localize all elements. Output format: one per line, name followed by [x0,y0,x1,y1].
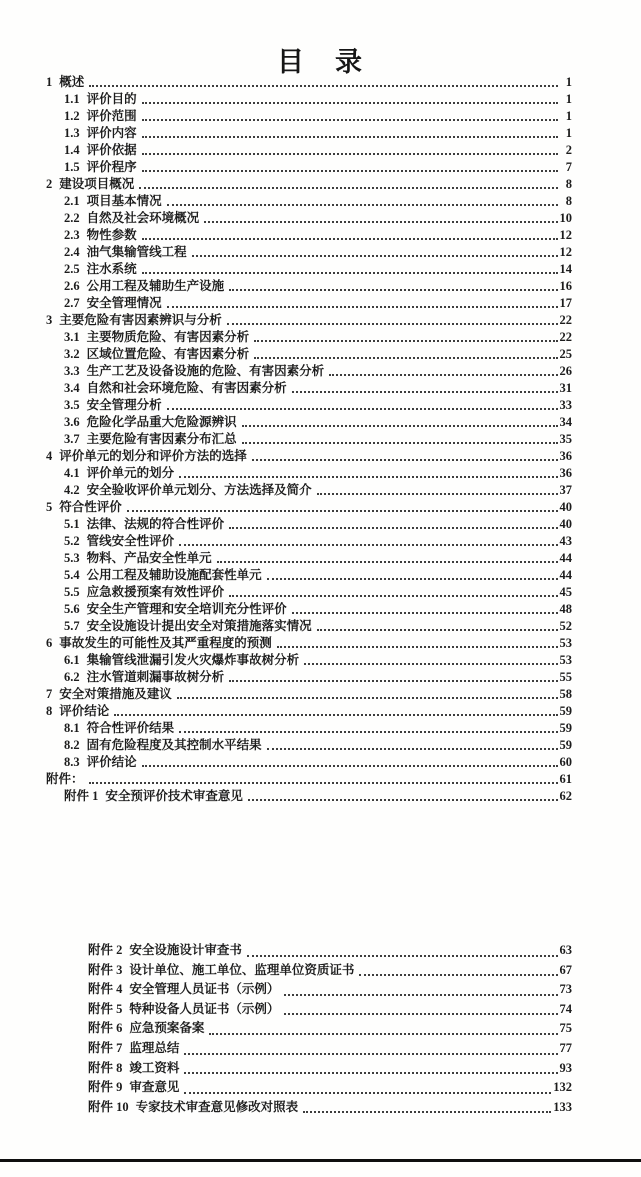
toc-entry [46,601,572,618]
entry-page-number: 1 [565,126,572,140]
entry-title: 油气集输管线工程 [86,245,187,259]
entry-number: 5 [46,500,53,514]
dot-leader [284,994,557,996]
entry-number: 5.4 [64,568,80,582]
entry-title: 评价目的 [86,92,137,106]
entry-number: 1.1 [64,92,80,106]
entry-page-number: 40 [559,500,572,514]
entry-title: 法律、法规的符合性评价 [86,517,225,531]
entry-page-number: 12 [559,228,572,242]
toc-entry [46,142,572,159]
toc-list-main [46,74,572,805]
entry-page-number: 132 [553,1080,572,1095]
entry-title: 概述 [59,75,85,89]
entry-number: 附件 3 [88,962,123,977]
entry-page-number: 61 [559,772,572,786]
entry-page-number: 55 [559,670,572,684]
dot-leader [359,974,557,976]
entry-title: 评价结论 [59,704,110,718]
entry-number: 2.6 [64,279,80,293]
toc-entry [46,941,572,961]
dot-leader [167,408,558,410]
dot-leader [142,102,558,104]
entry-number: 附件 10 [88,1099,129,1114]
entry-number: 6.1 [64,653,80,667]
toc-entry [46,584,572,601]
toc-entry [46,1098,572,1118]
entry-number: 5.1 [64,517,80,531]
entry-title: 建设项目概况 [59,177,135,191]
entry-page-number: 17 [559,296,572,310]
entry-page-number: 22 [559,330,572,344]
toc-list-appendix [46,941,572,1117]
dot-leader [217,561,558,563]
entry-page-number: 7 [565,160,572,174]
entry-page-number: 53 [559,653,572,667]
toc-entry [46,771,572,788]
dot-leader [204,221,557,223]
toc-entry [46,550,572,567]
entry-title: 评价单元的划分和评价方法的选择 [59,449,247,463]
entry-page-number: 48 [559,602,572,616]
entry-number: 3.3 [64,364,80,378]
dot-leader [89,782,558,784]
entry-page-number: 37 [559,483,572,497]
entry-number: 附件 2 [88,943,123,957]
entry-title: 符合性评价结果 [86,721,175,735]
entry-title: 集输管线泄漏引发火灾爆炸事故树分析 [86,653,300,667]
entry-number: 8.1 [64,721,80,735]
entry-title: 审查意见 [129,1080,180,1095]
entry-number: 2.2 [64,211,80,225]
entry-title: 评价结论 [86,755,137,769]
page-bottom-edge [0,1159,641,1162]
entry-page-number: 74 [559,1001,572,1016]
dot-leader [184,1053,557,1055]
entry-title: 安全验收评价单元划分、方法选择及简介 [86,483,312,497]
dot-leader [167,306,558,308]
dot-leader [304,663,557,665]
toc-entry [46,737,572,754]
entry-title: 安全设施设计审查书 [129,943,242,957]
toc-entry [46,618,572,635]
entry-number: 1.2 [64,109,80,123]
entry-page-number: 63 [559,943,572,957]
toc-entry [46,312,572,329]
entry-number: 2 [46,177,53,191]
entry-title: 注水系统 [86,262,137,276]
entry-number: 1.5 [64,160,80,174]
entry-number: 8.3 [64,755,80,769]
entry-page-number: 43 [559,534,572,548]
entry-page-number: 26 [559,364,572,378]
entry-title: 主要危险有害因素辨识与分析 [59,313,222,327]
entry-title: 符合性评价 [59,500,122,514]
dot-leader [179,544,557,546]
toc-entry [46,210,572,227]
entry-page-number: 53 [559,636,572,650]
entry-page-number: 35 [559,432,572,446]
entry-title: 专家技术审查意见修改对照表 [135,1099,299,1114]
entry-number: 3.1 [64,330,80,344]
dot-leader [277,646,558,648]
toc-entry [46,91,572,108]
entry-page-number: 12 [559,245,572,259]
entry-number: 2.5 [64,262,80,276]
toc-entry [46,652,572,669]
toc-entry [46,499,572,516]
toc-entry [46,74,572,91]
entry-number: 3.6 [64,415,80,429]
dot-leader [177,697,558,699]
toc-entry [46,788,572,805]
entry-number: 附件 9 [88,1080,123,1095]
entry-page-number: 59 [559,738,572,752]
entry-page-number: 2 [565,143,572,157]
dot-leader [184,1092,551,1094]
entry-number: 2.1 [64,194,80,208]
entry-title: 管线安全性评价 [86,534,175,548]
entry-page-number: 22 [559,313,572,327]
page-title: 目 录 [277,47,364,77]
toc-entry [46,159,572,176]
entry-number: 2.7 [64,296,80,310]
toc-entry [46,431,572,448]
entry-page-number: 8 [565,177,572,191]
dot-leader [114,714,557,716]
toc-entry [46,261,572,278]
entry-title: 注水管道刺漏事故树分析 [86,670,225,684]
dot-leader [184,1072,557,1074]
dot-leader [229,595,557,597]
entry-title: 安全管理人员证书（示例） [129,982,280,997]
toc-entry [46,278,572,295]
entry-number: 3.2 [64,347,80,361]
entry-number: 6 [46,636,53,650]
entry-page-number: 52 [559,619,572,633]
toc-entry [46,1000,572,1020]
entry-title: 安全设施设计提出安全对策措施落实情况 [86,619,312,633]
entry-page-number: 77 [559,1040,572,1055]
toc-entry [46,516,572,533]
entry-number: 附件 5 [88,1001,123,1016]
dot-leader [292,391,558,393]
dot-leader [267,748,558,750]
entry-page-number: 45 [559,585,572,599]
toc-entry [46,193,572,210]
toc-entry [46,363,572,380]
entry-title: 危险化学品重大危险源辨识 [86,415,237,429]
entry-title: 自然及社会环境概况 [86,211,200,225]
dot-leader [142,136,558,138]
entry-page-number: 10 [559,211,572,225]
entry-title: 评价依据 [86,143,137,157]
entry-title: 物性参数 [86,228,137,242]
dot-leader [142,119,558,121]
entry-title: 评价单元的划分 [86,466,175,480]
entry-number: 5.2 [64,534,80,548]
toc-entry [46,703,572,720]
entry-title: 评价范围 [86,109,137,123]
dot-leader [142,272,558,274]
entry-page-number: 16 [559,279,572,293]
dot-leader [242,442,558,444]
entry-page-number: 60 [559,755,572,769]
dot-leader [139,187,558,189]
entry-title: 自然和社会环境危险、有害因素分析 [86,381,287,395]
toc-entry [46,414,572,431]
entry-title: 竣工资料 [129,1060,180,1075]
dot-leader [227,323,558,325]
toc-entry [46,125,572,142]
entry-page-number: 73 [559,982,572,997]
entry-page-number: 33 [559,398,572,412]
entry-number: 4 [46,449,53,463]
entry-title: 区域位置危险、有害因素分析 [86,347,250,361]
entry-page-number: 34 [559,415,572,429]
entry-page-number: 25 [559,347,572,361]
entry-title: 安全管理分析 [86,398,162,412]
dot-leader [192,255,558,257]
toc-entry [46,227,572,244]
toc-entry [46,397,572,414]
entry-number: 4.2 [64,483,80,497]
toc-entry [46,329,572,346]
dot-leader [127,510,558,512]
dot-leader [179,731,557,733]
entry-number: 1.4 [64,143,80,157]
toc-entry [46,346,572,363]
entry-title: 附件： [46,772,84,786]
entry-number: 1 [46,75,53,89]
entry-number: 附件 4 [88,982,123,997]
entry-title: 安全预评价技术审查意见 [105,789,243,803]
dot-leader [254,340,557,342]
dot-leader [179,476,557,478]
entry-number: 3 [46,313,53,327]
toc-entry [46,1059,572,1079]
entry-title: 生产工艺及设备设施的危险、有害因素分析 [86,364,325,378]
toc-entry [46,567,572,584]
entry-number: 8.2 [64,738,80,752]
toc-entry [46,1019,572,1039]
toc-entry [46,465,572,482]
entry-title: 监理总结 [129,1040,180,1055]
toc-entry [46,244,572,261]
entry-number: 5.7 [64,619,80,633]
entry-page-number: 59 [559,704,572,718]
entry-number: 8 [46,704,53,718]
toc-entry [46,686,572,703]
dot-leader [229,527,557,529]
dot-leader [209,1033,557,1035]
toc-entry [46,482,572,499]
dot-leader [142,238,558,240]
toc-entry [46,961,572,981]
entry-number: 附件 1 [64,789,99,803]
entry-number: 2.4 [64,245,80,259]
entry-page-number: 40 [559,517,572,531]
dot-leader [254,357,557,359]
entry-number: 附件 6 [88,1021,123,1036]
dot-leader [142,765,558,767]
entry-title: 安全管理情况 [86,296,162,310]
entry-number: 2.3 [64,228,80,242]
entry-title: 特种设备人员证书（示例） [129,1001,280,1016]
entry-title: 固有危险程度及其控制水平结果 [86,738,262,752]
entry-title: 评价内容 [86,126,137,140]
entry-number: 附件 8 [88,1060,123,1075]
entry-title: 应急救援预案有效性评价 [86,585,225,599]
entry-page-number: 62 [559,789,572,803]
dot-leader [329,374,557,376]
entry-number: 1.3 [64,126,80,140]
entry-page-number: 44 [559,551,572,565]
dot-leader [247,955,558,957]
dot-leader [229,289,557,291]
entry-page-number: 58 [559,687,572,701]
entry-title: 项目基本情况 [86,194,162,208]
entry-title: 主要物质危险、有害因素分析 [86,330,250,344]
toc-entry [46,754,572,771]
dot-leader [142,153,558,155]
entry-page-number: 1 [565,92,572,106]
entry-page-number: 1 [565,75,572,89]
dot-leader [284,1013,557,1015]
toc-entry [46,380,572,397]
entry-title: 物料、产品安全性单元 [86,551,212,565]
entry-page-number: 75 [559,1021,572,1036]
entry-page-number: 59 [559,721,572,735]
entry-page-number: 31 [559,381,572,395]
entry-page-number: 1 [565,109,572,123]
toc-entry [46,635,572,652]
dot-leader [317,629,558,631]
entry-title: 安全对策措施及建议 [59,687,172,701]
entry-page-number: 93 [559,1060,572,1075]
entry-number: 3.4 [64,381,80,395]
dot-leader [317,493,558,495]
toc-entry [46,1039,572,1059]
dot-leader [89,85,558,87]
entry-page-number: 36 [559,449,572,463]
entry-title: 安全生产管理和安全培训充分性评价 [86,602,287,616]
entry-page-number: 14 [559,262,572,276]
toc-entry [46,980,572,1000]
entry-page-number: 44 [559,568,572,582]
toc-entry [46,669,572,686]
entry-title: 应急预案备案 [129,1021,205,1036]
toc-entry [46,295,572,312]
entry-title: 设计单位、施工单位、监理单位资质证书 [129,962,355,977]
toc-entry [46,533,572,550]
entry-title: 事故发生的可能性及其严重程度的预测 [59,636,272,650]
entry-number: 6.2 [64,670,80,684]
entry-number: 4.1 [64,466,80,480]
dot-leader [142,170,558,172]
dot-leader [292,612,558,614]
dot-leader [303,1111,551,1113]
entry-number: 3.7 [64,432,80,446]
dot-leader [252,459,558,461]
toc-entry [46,176,572,193]
entry-page-number: 67 [559,962,572,977]
dot-leader [267,578,558,580]
entry-page-number: 8 [565,194,572,208]
entry-title: 主要危险有害因素分布汇总 [86,432,237,446]
toc-entry [46,1078,572,1098]
entry-number: 7 [46,687,53,701]
dot-leader [229,680,557,682]
toc-entry [46,108,572,125]
entry-title: 公用工程及辅助生产设施 [86,279,225,293]
entry-number: 5.5 [64,585,80,599]
entry-number: 5.6 [64,602,80,616]
dot-leader [167,204,558,206]
entry-page-number: 133 [553,1099,572,1114]
entry-title: 公用工程及辅助设施配套性单元 [86,568,262,582]
entry-title: 评价程序 [86,160,137,174]
entry-number: 附件 7 [88,1040,123,1055]
entry-number: 5.3 [64,551,80,565]
toc-entry [46,448,572,465]
dot-leader [242,425,558,427]
entry-page-number: 36 [559,466,572,480]
toc-entry [46,720,572,737]
dot-leader [248,799,558,801]
entry-number: 3.5 [64,398,80,412]
